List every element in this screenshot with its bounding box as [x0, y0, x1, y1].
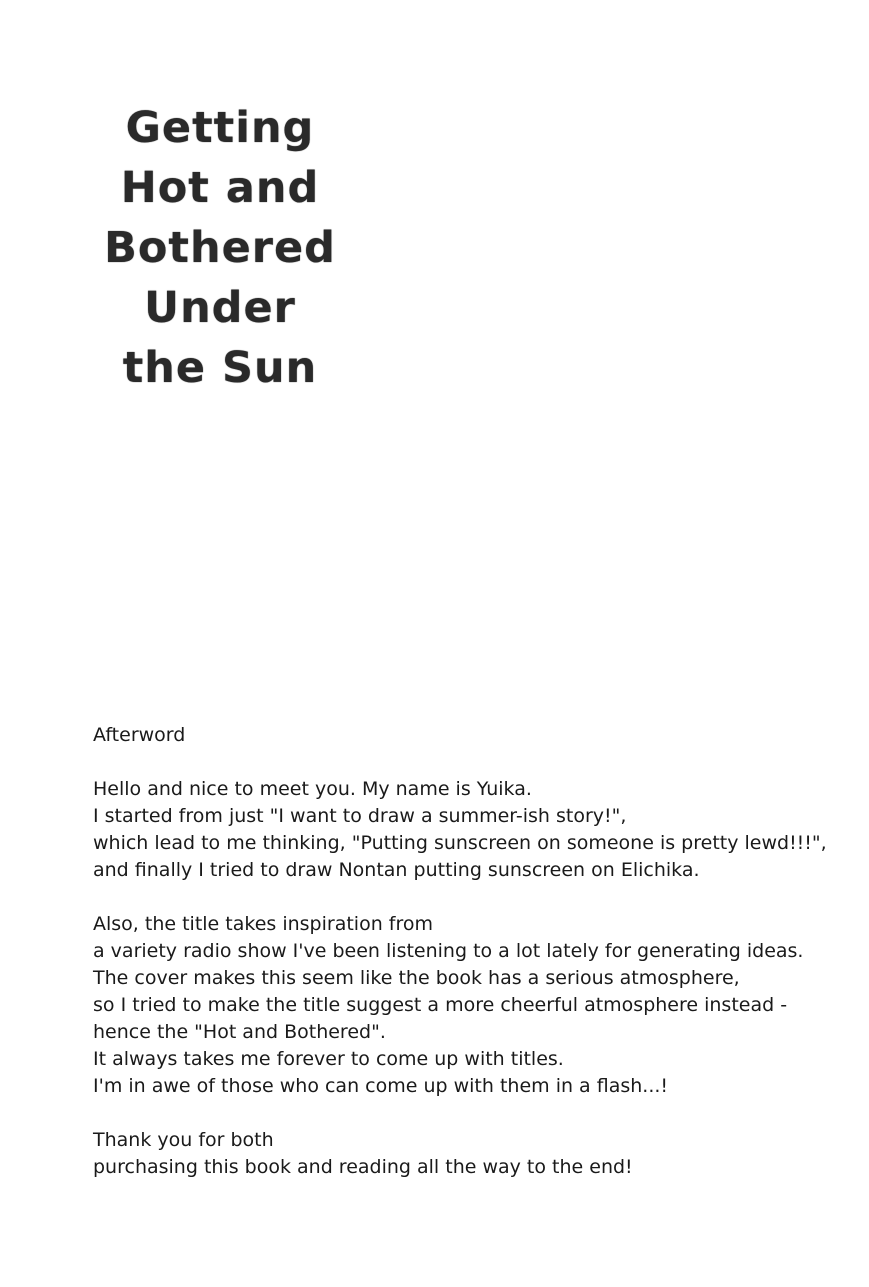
title-line: Getting — [125, 103, 315, 153]
paragraph-2-line: so I tried to make the title suggest a more cheerful atmosphere instead - — [93, 994, 788, 1016]
title-line: Hot and — [120, 163, 320, 213]
paragraph-3-line: Thank you for both — [93, 1129, 274, 1151]
paragraph-1-line: I started from just "I want to draw a summer-ish story!", — [93, 805, 627, 827]
afterword-heading: Afterword — [93, 724, 186, 746]
paragraph-2-line: I'm in awe of those who can come up with them in a flash...! — [93, 1075, 669, 1097]
paragraph-1-line: which lead to me thinking, "Putting sunscreen on someone is pretty lewd!!!", — [93, 832, 827, 854]
paragraph-1-line: and finally I tried to draw Nontan putting sunscreen on Elichika. — [93, 859, 700, 881]
paragraph-2-line: Also, the title takes inspiration from — [93, 913, 433, 935]
title-line: the Sun — [122, 343, 318, 393]
paragraph-2-line: The cover makes this seem like the book has a serious atmosphere, — [93, 967, 740, 989]
paragraph-spacer — [93, 749, 833, 776]
paragraph-2-line: a variety radio show I've been listening to a lot lately for generating ideas. — [93, 940, 804, 962]
paragraph-1-line: Hello and nice to meet you. My name is Yuika. — [93, 778, 532, 800]
title-line: Bothered — [104, 223, 336, 273]
afterword-text — [93, 722, 833, 1181]
title-line: Under — [144, 283, 296, 333]
paragraph-2-line: It always takes me forever to come up with titles. — [93, 1048, 564, 1070]
book-title — [95, 98, 345, 398]
paragraph-spacer — [93, 1100, 833, 1127]
paragraph-spacer — [93, 884, 833, 911]
paragraph-3-line: purchasing this book and reading all the way to the end! — [93, 1156, 633, 1178]
paragraph-2-line: hence the "Hot and Bothered". — [93, 1021, 386, 1043]
